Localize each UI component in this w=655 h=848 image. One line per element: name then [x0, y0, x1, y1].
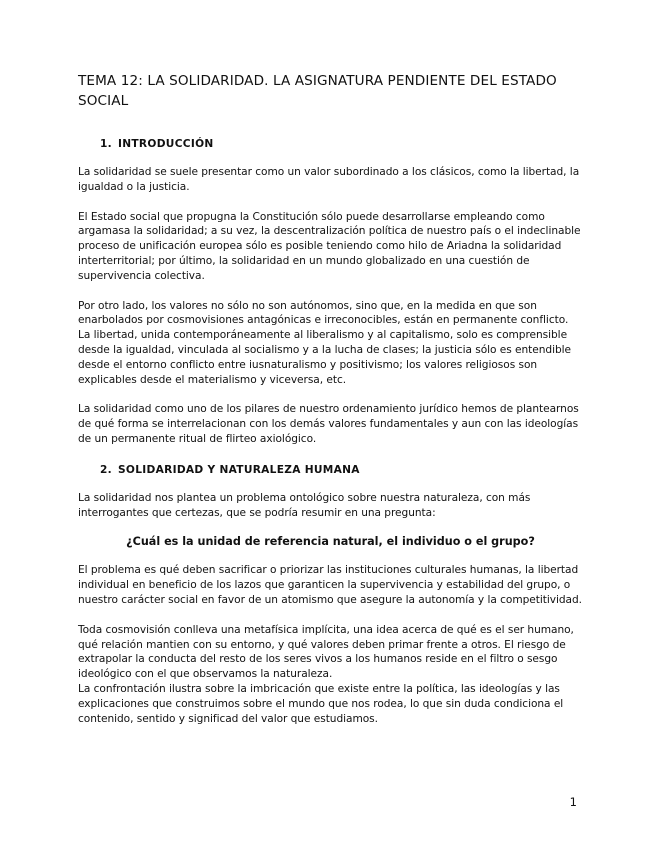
document-title: TEMA 12: LA SOLIDARIDAD. LA ASIGNATURA PENDIENTE DEL ESTADO SOCIAL — [78, 73, 557, 109]
section-number: 2. — [100, 463, 112, 476]
paragraph: La solidaridad se suele presentar como un valor subordinado a los clásicos, como la libertad, la igualdad o la justicia. — [78, 166, 580, 193]
paragraph: El Estado social que propugna la Constitución sólo puede desarrollarse empleando como argamasa la solidaridad; a su vez, la descentralización política de nuestro país o el indeclinable proceso de unificación europea sólo es posible teniendo como hilo de Ariadna la solidaridad interterritorial; por último, la solidaridad en un mundo globalizado en una cuestión de supervivencia colectiva. — [78, 210, 581, 282]
paragraph: Por otro lado, los valores no sólo no son autónomos, sino que, en la medida en que son enarbolados por cosmovisiones antagónicas e irreconocibles, están en permanente conflicto. La libertad, unida contemporáneamente al liberalismo y al capitalismo, solo es comprensible desde la igualdad, vinculada al socialismo y a la lucha de clases; la justicia sólo es entendible desde el entorno conflicto entre iusnaturalismo y positivismo; los valores religiosos son explicables desde el materialismo y viceversa, etc. — [78, 299, 572, 386]
section-title: INTRODUCCIÓN — [118, 138, 214, 150]
paragraph: El problema es qué deben sacrificar o priorizar las instituciones culturales humanas, la libertad individual en beneficio de los lazos que garanticen la supervivencia y estabilidad del grupo, o nuestro carácter social en favor de un atomismo que asegure la autonomía y la competitividad. — [78, 564, 582, 606]
paragraph: La solidaridad como uno de los pilares de nuestro ordenamiento jurídico hemos de plantearnos de qué forma se interrelacionan con los demás valores fundamentales y aun con las ideologías de un permanente ritual de flirteo axiológico. — [78, 403, 579, 445]
section-heading-solidaridad — [100, 463, 583, 477]
central-question: ¿Cuál es la unidad de referencia natural, el individuo o el grupo? — [126, 535, 535, 549]
section-number: 1. — [100, 138, 112, 150]
paragraph: Toda cosmovisión conlleva una metafísica implícita, una idea acerca de qué es el ser humano, qué relación mantien con su entorno, y qué valores deben primar frente a otros. El riesgo de extrapolar la conducta del resto de los seres vivos a los humanos reside en el filtro o sesgo ideológico con el que observamos la naturaleza. — [78, 623, 574, 681]
document-page — [78, 72, 583, 726]
paragraph: La solidaridad nos plantea un problema ontológico sobre nuestra naturaleza, con más interrogantes que certezas, que se podría resumir en una pregunta: — [78, 491, 531, 519]
section-heading-introduccion — [100, 137, 583, 151]
page-number: 1 — [569, 795, 577, 809]
section-title: SOLIDARIDAD Y NATURALEZA HUMANA — [118, 463, 360, 476]
paragraph: La confrontación ilustra sobre la imbricación que existe entre la política, las ideologías y las explicaciones que construimos sobre el mundo que nos rodea, lo que sin duda condiciona el contenido, sentido y significad del valor que estudiamos. — [78, 682, 564, 725]
